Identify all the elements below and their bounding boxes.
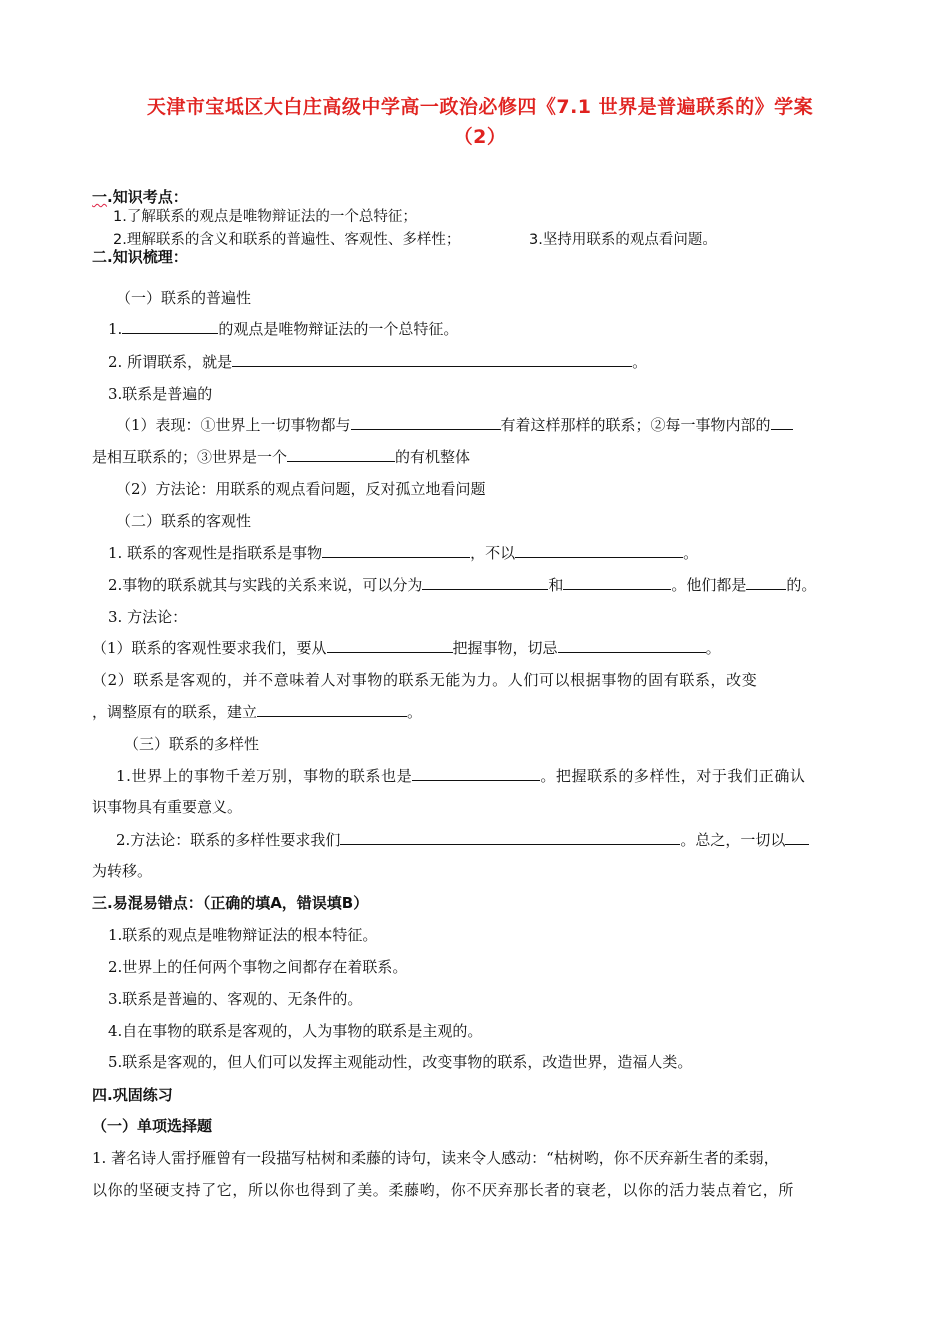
k3-line: 3. 方法论： (108, 608, 188, 626)
question1-line1: 1. 著名诗人雷抒雁曾有一段描写枯树和柔藤的诗句，读来令人感动：“枯树哟，你不厌弃新生者的柔弱， (92, 1149, 779, 1167)
s3-item-3: 3.联系是普遍的、客观的、无条件的。 (108, 990, 363, 1008)
section1-item1: 1.了解联系的观点是唯物辩证法的一个总特征； (113, 209, 417, 225)
q2-line: 2. 所谓联系，就是 。 (108, 353, 648, 371)
q3c-line: （2）方法论：用联系的观点看问题，反对孤立地看问题 (116, 480, 486, 498)
document-title: 天津市宝坻区大白庄高级中学高一政治必修四《7.1 世界是普遍联系的》学案 (146, 96, 814, 118)
blank-k2-1[interactable] (422, 574, 548, 590)
section1-item3: 3.坚持用联系的观点看问题。 (529, 232, 717, 248)
s3-item-1: 1.联系的观点是唯物辩证法的根本特征。 (108, 926, 378, 944)
q3-line: 3.联系是普遍的 (108, 385, 213, 403)
blank-k3a-1[interactable] (327, 637, 453, 653)
blank-q3a-1[interactable] (351, 414, 501, 430)
k3c-line: ，调整原有的联系，建立 。 (92, 703, 423, 721)
section4-heading: 四.巩固练习 (92, 1086, 173, 1104)
blank-d2-2[interactable] (785, 829, 809, 845)
k3a-line: （1）联系的客观性要求我们，要从 把握事物，切忌 。 (92, 639, 721, 657)
blank-q3a-2[interactable] (771, 414, 793, 430)
d1-line: 1.世界上的事物千差万别，事物的联系也是 。把握联系的多样性，对于我们正确认 (116, 767, 806, 785)
blank-q2[interactable] (232, 351, 632, 367)
section3-heading: 三.易混易错点：（正确的填A，错误填B） (92, 894, 369, 912)
section2-sub3: （三）联系的多样性 (124, 735, 260, 753)
blank-d1[interactable] (412, 765, 540, 781)
document-title-part2: （2） (453, 126, 507, 148)
question1-line2: 以你的坚硬支持了它，所以你也得到了美。柔藤哟，你不厌弃那长者的衰老，以你的活力装点着它，所 (92, 1181, 795, 1199)
blank-k1-2[interactable] (515, 542, 683, 558)
blank-q3b[interactable] (287, 446, 395, 462)
s3-item-4: 4.自在事物的联系是客观的，人为事物的联系是主观的。 (108, 1022, 483, 1040)
k3b-line: （2）联系是客观的，并不意味着人对事物的联系无能为力。人们可以根据事物的固有联系，改变 (92, 671, 758, 689)
section1-heading: 一.知识考点： (92, 188, 188, 206)
section2-heading: 二.知识梳理： (92, 248, 188, 266)
section2-sub2: （二）联系的客观性 (116, 512, 252, 530)
blank-k2-3[interactable] (746, 574, 786, 590)
s3-item-5: 5.联系是客观的，但人们可以发挥主观能动性，改变事物的联系，改造世界，造福人类。 (108, 1053, 693, 1071)
q3b-line: 是相互联系的；③世界是一个 的有机整体 (92, 448, 471, 466)
k2-line: 2.事物的联系就其与实践的关系来说，可以分为 和 。他们都是 的。 (108, 576, 817, 594)
blank-q1[interactable] (122, 318, 218, 334)
q3a-line: （1）表现：①世界上一切事物都与 有着这样那样的联系；②每一事物内部的 (116, 414, 793, 436)
d1b-line: 识事物具有重要意义。 (92, 798, 243, 816)
q1-line: 1. 的观点是唯物辩证法的一个总特征。 (108, 320, 459, 338)
section1-item2: 2.理解联系的含义和联系的普遍性、客观性、多样性； (113, 232, 461, 248)
blank-k3a-2[interactable] (558, 637, 706, 653)
blank-k1-1[interactable] (322, 542, 470, 558)
section4-sub: （一）单项选择题 (92, 1117, 213, 1135)
d2-line: 2.方法论：联系的多样性要求我们 。总之，一切以 (116, 829, 809, 851)
k1-line: 1. 联系的客观性是指联系是事物 ，不以 。 (108, 544, 699, 562)
s3-item-2: 2.世界上的任何两个事物之间都存在着联系。 (108, 958, 408, 976)
blank-k2-2[interactable] (563, 574, 671, 590)
section2-sub1: （一）联系的普遍性 (116, 289, 252, 307)
blank-d2-1[interactable] (340, 829, 680, 845)
blank-k3c[interactable] (257, 701, 407, 717)
d2b-line: 为转移。 (92, 862, 153, 880)
